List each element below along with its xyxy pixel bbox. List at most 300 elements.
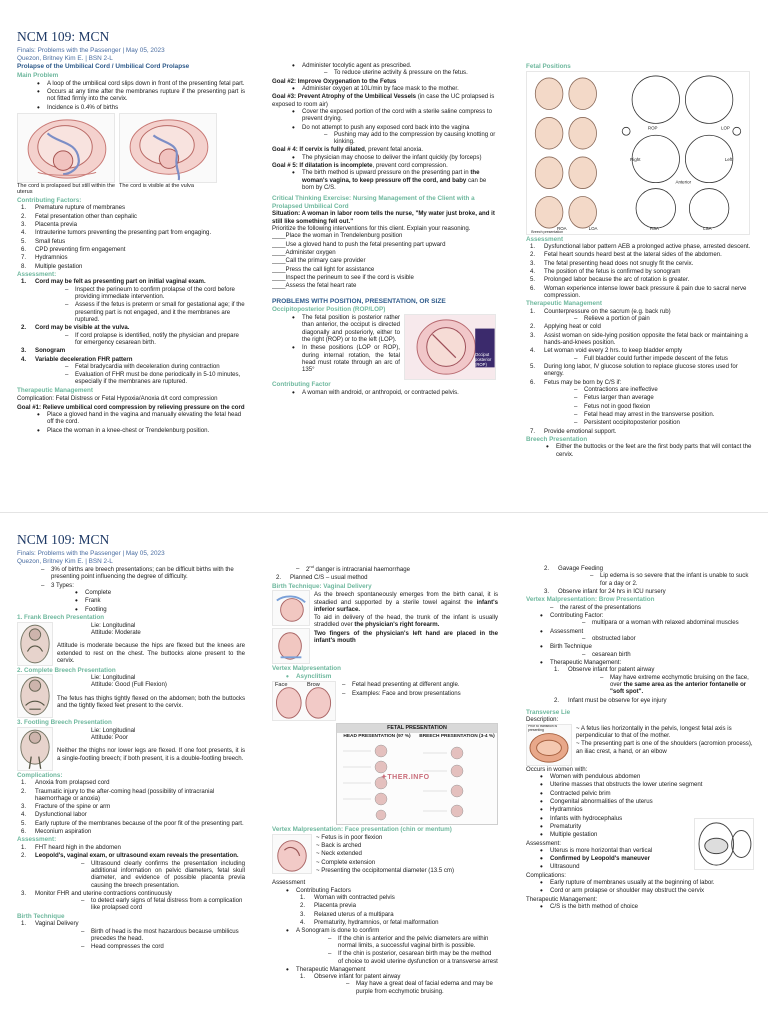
- p2-column-2: [272, 565, 498, 1024]
- list-item: 7. Hydramnios: [21, 254, 245, 261]
- list-item: • The fetal position is posterior rather than anterior, the occiput is directed diagonally and posteriorly, either to the right (ROP) or to the left (LOP).: [292, 314, 400, 343]
- sub-list: [35, 332, 245, 347]
- sub-list: [296, 973, 498, 995]
- fp-label: ROP: [647, 124, 658, 130]
- btv-paragraph-3: Two fingers of the physician's left hand are placed in the infant's mouth: [314, 629, 498, 645]
- breech-delivery-figure-2: [272, 628, 310, 664]
- list-item: • Place a gloved hand in the vagina and manually elevating the fetal head off the cord.: [37, 411, 245, 426]
- page-title: NCM 109: MCN: [17, 30, 110, 44]
- list-item: ____Assess the fetal heart rate: [272, 282, 357, 290]
- list-item: [544, 565, 754, 587]
- rop-block: [272, 314, 498, 380]
- sub-list: [35, 286, 245, 324]
- sub-item: – Pushing may add to the compression by causing knotting or kinking.: [324, 131, 498, 146]
- sub-list: [560, 572, 754, 587]
- sub-item: – Relieve a portion of pain: [574, 315, 752, 322]
- p2-column-3: [526, 565, 754, 1024]
- list-item: 2. Fetal presentation other than cephalic: [21, 213, 245, 220]
- list-item: • A woman with android, or anthropoid, or contracted pelvis.: [292, 389, 498, 396]
- figure-caption-left: The cord is prolapsed but still within the uterus: [17, 182, 115, 196]
- complication-text: Complication: Fetal Distress or Fetal Hypoxia/Anoxia d/t cord compression: [17, 395, 218, 403]
- list-item: 6. CPD preventing firm engagement: [21, 246, 245, 253]
- assessment-heading: Assessment:: [17, 270, 57, 278]
- tl-description-1: ~ A fetus lies horizontally in the pelvis, longest fetal axis is perpendicular to that of the mother.: [576, 724, 732, 740]
- para-emphasis: the physician's right forearm.: [354, 621, 440, 629]
- item-text: Observe infant for patent airway: [568, 666, 655, 674]
- list-item: ____Inspect the perineum to see if the cord is visible: [272, 273, 414, 281]
- fetal-positions-figure: [526, 71, 750, 235]
- list-item: • Confirmed by Leopold's maneuver: [540, 855, 690, 862]
- complications-heading: Complications:: [17, 771, 63, 779]
- list-item: 3. Fracture of the spine or arm: [21, 803, 245, 810]
- btv-paragraph-1: [314, 591, 498, 613]
- list-item: 5. Small fetus: [21, 238, 245, 245]
- sub-list: [294, 69, 498, 76]
- item-text: Leopold's, vaginal exam, or ultrasound exam reveals the presentation.: [35, 852, 239, 860]
- fp-label: Left: [724, 156, 733, 162]
- list-item: • Cord or arm prolapse or shoulder may obstruct the cervix: [540, 887, 754, 894]
- danger-list: [272, 565, 498, 573]
- cte-instruction: Prioritize the following interventions for this client. Explain your reasoning.: [272, 225, 471, 233]
- list-item: • Early rupture of membranes usually at the beginning of labor.: [540, 879, 754, 886]
- list-item: ~ Fetus is in poor flexion: [316, 833, 383, 841]
- item-emphasis: the same area as the anterior fontanelle or "soft spot".: [610, 680, 747, 696]
- goal-3-list: [272, 108, 498, 146]
- sub-item: [554, 666, 754, 695]
- therapeutic-management-heading: Therapeutic Management: [17, 386, 93, 394]
- list-item: ~ Complete extension: [316, 858, 376, 866]
- sub-list: [544, 386, 752, 427]
- list-item: • Either the buttocks or the feet are the first body parts that will contact the cervix.: [546, 443, 752, 458]
- list-item: 1. Anoxia from prolapsed cord: [21, 779, 245, 786]
- sub-item: – Fetus larger than average: [574, 394, 752, 401]
- sub-list: [51, 860, 245, 889]
- tl-figure-caption: Prior to transition is presenting: [528, 723, 558, 732]
- list-item: • Uterus is more horizontal than vertical: [540, 847, 690, 854]
- sub-item: – Assess if the fetus is preterm or small for gestational age; if the presenting part is not engaged, and it the membranes are ruptured.: [65, 301, 245, 323]
- frank-description: Attitude is moderate because the hips are flexed but the knees are extended to rest on the chest. The buttocks alone present to the cervix.: [57, 642, 245, 664]
- para-emphasis: infant's inferior surface.: [314, 598, 498, 613]
- list-item: [21, 356, 245, 386]
- transverse-lie-uterus-figure: [694, 818, 754, 870]
- item-text: Therapeutic Management:: [550, 658, 622, 666]
- tl-assessment-list: [526, 847, 690, 871]
- list-item: 2. Fetal heart sounds heard best at the lateral sides of the abdomen.: [530, 251, 752, 258]
- list-item: [540, 659, 754, 704]
- assessment-heading-2: Assessment: [526, 235, 564, 243]
- brow-label: Brow: [307, 682, 320, 689]
- btv-figures: [272, 590, 310, 664]
- list-item: 8. Multiple gestation: [21, 263, 245, 270]
- fp-label: LOP: [720, 124, 730, 130]
- item-text: Let woman void every 2 hrs. to keep bladder empty: [544, 347, 683, 355]
- sub-item: 2. Placenta previa: [300, 902, 498, 909]
- page-2: [0, 512, 768, 1024]
- tl-tm-label: Therapeutic Management:: [526, 895, 598, 903]
- item-text: Contributing Factors: [296, 886, 351, 894]
- sub-item: – Persistent occipitoposterior position: [574, 419, 752, 426]
- list-item: 3. Placenta previa: [21, 221, 245, 228]
- complete-breech-block: [17, 674, 245, 718]
- vmf-heading: Vertex Malpresentation: Face presentation (chin or mentum): [272, 826, 452, 834]
- sub-item: – Ultrasound clearly confirms the presentation including additional information on pelvic diameters, fetal skull diameter, and evidence of possible placenta previa causing the breech presentation.: [81, 860, 245, 889]
- list-item: • Cover the exposed portion of the cord with a sterile saline compress to prevent drying.: [292, 108, 498, 123]
- author: Quezon, Britney Kim E. | BSN 2-L: [17, 558, 113, 566]
- footling-description: Neither the thighs nor lower legs are flexed. If one foot presents, it is a single-footling breech; if both present, it is a double-footling breech.: [57, 747, 245, 762]
- sub-item: 2. Infant must be observe for eye injury: [554, 697, 754, 704]
- list-item: [286, 887, 498, 927]
- situation-text: A woman in labor room tells the nurse, "My water just broke, and it still like something fell out.": [272, 210, 495, 225]
- item-text: Counterpressure on the sacrum (e.g. back rub): [544, 307, 671, 315]
- cord-in-uterus-figure: [17, 113, 115, 183]
- fp-label: Right: [630, 156, 641, 162]
- transverse-lie-figure: [526, 724, 572, 766]
- complete-description: The fetus has thighs tightly flexed on the abdomen; both the buttocks and the tightly flexed feet present to the cervix.: [57, 694, 245, 710]
- list-item: 4. The position of the fetus is confirmed by sonogram: [530, 268, 752, 275]
- list-item: 3. The fetal presenting head does not snugly fit the cervix.: [530, 260, 752, 267]
- list-item: [530, 347, 752, 362]
- footling-lie: Lie: Longitudinal: [91, 726, 136, 734]
- list-item: • Complete: [75, 589, 245, 596]
- sub-list: [51, 897, 245, 912]
- occiput-posterior-figure: [404, 314, 496, 380]
- list-item: [286, 966, 498, 995]
- goal-note: , prevent cord compression.: [372, 162, 448, 170]
- sub-item: – Lip edema is so severe that the infant is unable to suck for a day or 2.: [590, 572, 754, 587]
- sub-list: [35, 363, 245, 386]
- item-text: can be born by C/S.: [302, 176, 487, 191]
- para-text: As the breech spontaneously emerges from the birth canal, it is steadied and supported by a sterile towel against the: [314, 591, 498, 606]
- sub-item: – Fetus not in good flexion: [574, 403, 752, 410]
- list-item: 4. Dysfunctional labor: [21, 811, 245, 818]
- sub-item: 1. Woman with contracted pelvis: [300, 894, 498, 901]
- cord-prolapse-figures: [17, 113, 245, 183]
- face-label: Face: [275, 682, 288, 689]
- list-item: 2. Traumatic injury to the after-coming head (possibility of intracranial haemorrhage or anoxia): [21, 788, 245, 803]
- item-text: Monitor FHR and uterine contractions continuously: [35, 889, 172, 897]
- footling-breech-block: [17, 727, 245, 771]
- list-item: [540, 643, 754, 658]
- assessment-heading: Assessment:: [17, 836, 57, 844]
- btv-heading: Birth Technique: Vaginal Delivery: [272, 582, 372, 590]
- list-item: ~ Back is arched: [316, 842, 362, 850]
- list-item: [21, 852, 245, 889]
- sub-item: – Inspect the perineum to confirm prolapse of the cord before providing immediate intervention.: [65, 286, 245, 301]
- item-text: Assessment: [550, 627, 584, 635]
- list-item: 1. Premature rupture of membranes: [21, 204, 245, 211]
- list-item: [540, 628, 754, 643]
- item-text: Neck extended: [321, 850, 362, 858]
- sub-item: – Contractions are ineffective: [574, 386, 752, 393]
- list-item: [21, 920, 245, 950]
- fp-label: RSA: [649, 225, 659, 231]
- page-title: NCM 109: MCN: [17, 533, 110, 547]
- superscript: nd: [309, 565, 314, 569]
- rop-contributing-list: [272, 389, 498, 396]
- sub-item: – Evaluation of FHR must be done periodically in 5-10 minutes, especially if the membranes are ruptured.: [65, 371, 245, 386]
- sub-item: [300, 973, 498, 995]
- list-item: • Occurs at any time after the membranes rupture if the presenting part is not fitted firmly into the cervix.: [37, 88, 245, 103]
- p1-column-3: [526, 62, 752, 512]
- mid-assessment-list: [272, 887, 498, 995]
- tl-description-label: Description:: [526, 716, 559, 724]
- list-item: 5. Prolonged labor because the arc of rotation is greater.: [530, 276, 752, 283]
- item-text: May have extreme ecchymotic bruising on the face, over: [610, 673, 749, 688]
- list-item: • In these positions (LOP or ROP), during internal rotation, the fetal head must rotate through an arc of 135°: [292, 344, 400, 373]
- list-item: • Ultrasound: [540, 863, 690, 870]
- topic-heading: Prolapse of the Umbilical Cord / Umbilical Cord Prolapse: [17, 63, 190, 71]
- footling-breech-figure: [17, 727, 53, 771]
- list-item: ____Call the primary care provider: [272, 257, 366, 265]
- sub-item: – Fetal bradycardia with deceleration during contraction: [65, 363, 245, 370]
- para-text: A fetus lies horizontally in the pelvis, longest fetal axis is perpendicular to that of the mother.: [576, 724, 732, 740]
- breech-list: [526, 443, 752, 458]
- item-text: Presenting the occipitomental diameter (13.5 cm): [321, 867, 455, 875]
- goal-2-heading: Goal #2: Improve Oxygenation to the Fetus: [272, 77, 397, 85]
- item-text: Birth Technique: [550, 643, 592, 651]
- subtitle: Finals: Problems with the Passenger | May 05, 2023: [17, 47, 165, 55]
- sub-list: [544, 315, 752, 322]
- asynclitism-list: [272, 673, 498, 681]
- main-problem-list: [17, 80, 245, 111]
- item-text: Vaginal Delivery: [35, 920, 79, 928]
- face-presentation-figure: [272, 834, 312, 874]
- list-item: [292, 62, 498, 77]
- sub-item: [600, 674, 754, 696]
- list-item: 2. Applying heat or cold: [530, 323, 752, 330]
- list-item: [21, 890, 245, 912]
- tm-heading: Therapeutic Management: [526, 300, 602, 308]
- tl-description-block: [526, 724, 754, 766]
- sub-item: – Fetal head may arrest in the transverse position.: [574, 411, 752, 418]
- fp-label: LSA: [703, 225, 712, 231]
- list-item: [21, 324, 245, 346]
- list-item: • Frank: [75, 597, 245, 604]
- list-item: – the rarest of the presentations: [550, 604, 754, 611]
- sub-item: – If the chin is posterior, cesarean birth may be the method of choice to avoid uterine dysfunction or a transverse arrest: [328, 950, 498, 965]
- cord-at-vulva-figure: [119, 113, 217, 183]
- fp-label: LOA: [588, 225, 598, 231]
- assessment-list-2: [526, 243, 752, 299]
- tl-complications-label: Complications:: [526, 871, 566, 879]
- frank-attitude: Attitude: Moderate: [91, 628, 141, 636]
- complications-list: [17, 779, 245, 835]
- list-item: [41, 582, 245, 613]
- contributing-factors-list: [17, 204, 245, 270]
- list-item: • The physician may choose to deliver the infant quickly (by forceps): [292, 154, 498, 161]
- cte-intervention-list: [272, 232, 498, 289]
- tl-tm-list: [526, 903, 754, 910]
- item-text: Administer tocolytic agent as prescribed.: [302, 62, 412, 69]
- item-text: A Sonogram is done to confirm: [296, 927, 380, 935]
- tl-complications-list: [526, 879, 754, 895]
- goal-5-list: [272, 169, 498, 191]
- breech-delivery-figure-1: [272, 590, 310, 626]
- sub-sub-list: [570, 674, 754, 696]
- item-text: Gavage Feeding: [558, 565, 604, 572]
- list-item: ~ Presenting the occipitomental diameter (13.5 cm): [316, 867, 455, 875]
- table-column-breech: BREECH PRESENTATION (3-4 %): [419, 733, 495, 739]
- ppp-heading: PROBLEMS WITH POSITION, PRESENTATION, OR SIZE: [272, 297, 446, 305]
- list-item: • Contracted pelvic brim: [540, 790, 754, 797]
- list-item: 5. Early rupture of the membranes because of the poor fit of the presenting part.: [21, 820, 245, 827]
- list-item: – Fetal head presenting at different angle.: [342, 681, 498, 688]
- list-item: 3. Assist woman on side-lying position opposite the fetal back or maintaining a hands-and-knees position.: [530, 332, 752, 347]
- breech-intro-list: [17, 566, 245, 613]
- assessment-item: Cord may be visible at the vulva.: [35, 324, 130, 332]
- tocolytic-list: [272, 62, 498, 77]
- list-item: 3. Observe infant for 24 hrs in ICU nursery: [544, 588, 754, 595]
- subtitle: Finals: Problems with the Passenger | May 05, 2023: [17, 550, 165, 558]
- main-problem-heading: Main Problem: [17, 72, 59, 80]
- transverse-lie-heading: Transverse Lie: [526, 708, 571, 716]
- list-item: • C/S is the birth method of choice: [540, 903, 754, 910]
- goal-4-list: [272, 154, 498, 161]
- list-item: • Asynclitism: [286, 673, 498, 681]
- assessment-list: [17, 844, 245, 912]
- list-item: [530, 308, 752, 323]
- brow-heading: Vertex Malpresentation: Brow Presentation: [526, 596, 655, 604]
- goal-note: , prevent fetal anoxia.: [364, 146, 424, 154]
- sub-item: – obstructed labor: [582, 635, 754, 642]
- list-item: 1. Dysfunctional labor pattern AEB a prolonged active phase, arrested descent.: [530, 243, 752, 250]
- list-item: ____Administer oxygen: [272, 248, 336, 256]
- frank-lie: Lie: Longitudinal: [91, 621, 136, 629]
- item-text: danger is intracranial haemorrhage: [313, 566, 411, 574]
- table-title: FETAL PRESENTATION: [337, 724, 497, 732]
- mid-assessment-heading: Assessment: [272, 879, 306, 887]
- critical-thinking-heading: Critical Thinking Exercise: Nursing Management of the Client with a Prolapsed Umbilical Cord: [272, 195, 475, 210]
- fp-label: Anterior: [675, 179, 692, 185]
- list-item: • Multiple gestation: [540, 831, 754, 838]
- frank-breech-figure: [17, 622, 53, 666]
- goal-1-heading: Goal #1: Relieve umbilical cord compression by relieving pressure on the cord: [17, 403, 245, 411]
- item-text: 3 Types:: [51, 581, 74, 589]
- sub-item: – Birth of head is the most hazardous because umbilicus precedes the head.: [81, 928, 245, 943]
- list-item: 6. Woman experience intense lower back pressure & pain due to sacral nerve compression.: [530, 285, 752, 300]
- p2-column-1: [17, 533, 245, 1024]
- rop-list: [272, 314, 400, 380]
- list-item: • Administer oxygen at 10L/min by face mask to the mother.: [292, 85, 498, 92]
- rop-contributing-heading: Contributing Factor: [272, 380, 331, 388]
- item-text: Complete extension: [321, 858, 376, 866]
- sub-item: – Full bladder could further impede descent of the fetus: [574, 355, 752, 362]
- list-item: [292, 169, 498, 191]
- brow-list: [526, 612, 754, 704]
- goal-4-heading: [272, 146, 498, 153]
- sub-item: – To reduce uterine activity & pressure on the fetus.: [324, 69, 498, 76]
- watermark: ✦THER.INFO: [381, 774, 430, 782]
- list-item: [286, 927, 498, 965]
- fetal-positions-heading: Fetal Positions: [526, 63, 571, 70]
- complete-breech-figure: [17, 674, 53, 718]
- list-item: • Incidence is 0.4% of births: [37, 104, 245, 111]
- sub-list: [544, 355, 752, 362]
- sub-item: – Head compresses the cord: [81, 943, 245, 950]
- sub-list: [296, 894, 498, 926]
- list-item: – Examples: Face and brow presentations: [342, 690, 498, 697]
- list-item: • Place the woman in a knee-chest or Trendelenburg position.: [37, 427, 245, 434]
- item-emphasis: the woman's vagina, to keep pressure off the cord, and baby: [302, 169, 480, 184]
- goal-5-heading: [272, 162, 498, 169]
- footling-breech-heading: 3. Footling Breech Presentation: [17, 719, 112, 727]
- list-item: [292, 124, 498, 146]
- goal-label: Goal # 5: If dilatation is incomplete: [272, 162, 373, 170]
- sub-sub-list: [316, 980, 498, 995]
- sub-item: 4. Prematurity, hydramnios, or fetal malformation: [300, 919, 498, 926]
- item-text: Back is arched: [321, 842, 362, 850]
- sub-item: – to detect early signs of fetal distress from a complication like prolapsed cord: [81, 897, 245, 912]
- goal-note: (in case the UC prolapsed is exposed to room air): [272, 93, 495, 108]
- frank-breech-heading: 1. Frank Breech Presentation: [17, 614, 105, 622]
- fp-label: Breech presentation: [531, 229, 564, 234]
- figure-caption-right: The cord is visible at the vulva: [119, 182, 194, 189]
- goal-1-list: [17, 411, 245, 434]
- face-brow-figure: [272, 681, 336, 721]
- goal-2-list: [272, 85, 498, 92]
- item-text: Fetus may be born by C/S if:: [544, 378, 622, 386]
- sub-item: – May have a great deal of facial edema and may be purple from ecchymotic bruising.: [346, 980, 498, 995]
- list-item: ~ Neck extended: [316, 850, 362, 858]
- list-item: • Footling: [75, 606, 245, 613]
- vmf-block: [272, 834, 498, 876]
- complete-breech-heading: 2. Complete Breech Presentation: [17, 666, 116, 674]
- sub-item: 3. Relaxed uterus of a multipara: [300, 911, 498, 918]
- list-item: 7. Provide emotional support.: [530, 428, 752, 435]
- btv-paragraph-2: [314, 614, 498, 629]
- p1-column-2: [272, 62, 498, 512]
- tl-description-2: ~ The presenting part is one of the shoulders (acromion process), an iliac crest, a hand, or an elbow: [576, 740, 753, 755]
- list-item: [540, 612, 754, 627]
- sub-list: [550, 666, 754, 704]
- list-item: 1. FHT heard high in the abdomen: [21, 844, 245, 851]
- sub-list: [298, 935, 498, 965]
- fp-label: ROA: [557, 225, 567, 231]
- vertex-malpresentation-heading: Vertex Malpresentation: [272, 665, 341, 673]
- types-list: [55, 589, 245, 613]
- sub-item: – If the chin is anterior and the pelvic diameters are within normal limits, a successful vaginal birth is possible.: [328, 935, 498, 950]
- sub-list: [552, 635, 754, 642]
- complete-lie: Lie: Longitudinal: [91, 674, 136, 682]
- list-item: 6. Meconium aspiration: [21, 828, 245, 835]
- birth-technique-list: [17, 920, 245, 950]
- list-item: [21, 278, 245, 323]
- assessment-item: Cord may be felt as presenting part on initial vaginal exam.: [35, 278, 206, 286]
- btv-block: [272, 590, 498, 664]
- goal-label: Goal #3: Prevent Atrophy of the Umbilical Vessels: [272, 93, 417, 101]
- rop-figure-label: Occiput posterior (ROP): [475, 351, 492, 367]
- brow-rarest-list: [526, 604, 754, 611]
- list-item: – 3% of births are breech presentations; can be difficult births with the presenting point influencing the degree of difficulty.: [41, 566, 245, 581]
- list-item: • Women with pendulous abdomen: [540, 773, 754, 780]
- complete-attitude: Attitude: Good (Full Flexion): [91, 681, 167, 689]
- fetal-presentation-table: [336, 723, 498, 825]
- tm-list: [526, 308, 752, 435]
- sub-item: – multipara or a woman with relaxed abdominal muscles: [582, 619, 754, 626]
- item-text: 2: [306, 566, 310, 574]
- gavage-list: [540, 565, 754, 595]
- list-item: • A loop of the umbilical cord slips down in front of the presenting fetal part.: [37, 80, 245, 87]
- item-text: Do not attempt to push any exposed cord back into the vagina: [302, 123, 470, 131]
- para-text: The presenting part is one of the shoulders (acromion process), an iliac crest, a hand, or an elbow: [576, 740, 753, 755]
- list-item: ____Use a gloved hand to push the fetal presenting part upward: [272, 240, 446, 248]
- list-item: 3. Sonogram: [21, 347, 245, 354]
- goal-label: Goal # 4: If cervix is fully dilated: [272, 146, 365, 154]
- item-text: Contributing Factor:: [550, 612, 604, 620]
- list-item: • Hydramnios: [540, 806, 754, 813]
- contributing-factors-heading: Contributing Factors:: [17, 196, 82, 204]
- vmf-list: [316, 834, 498, 876]
